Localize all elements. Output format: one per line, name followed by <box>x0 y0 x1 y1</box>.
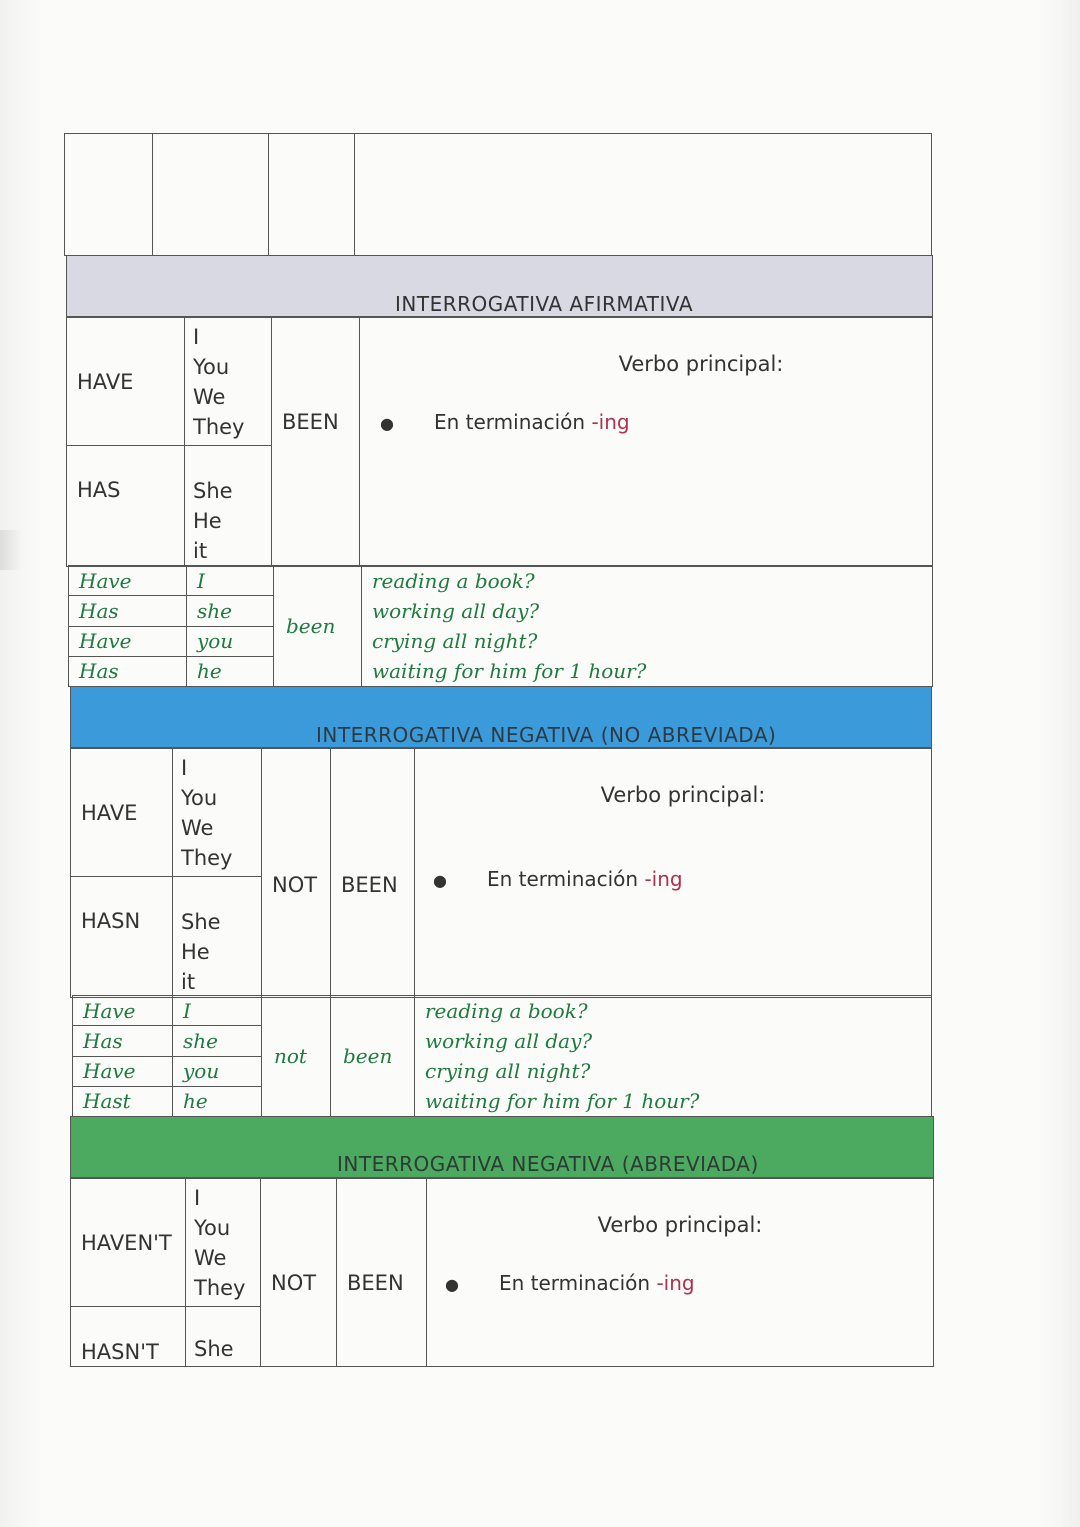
pronoun-list <box>173 749 262 877</box>
pronoun: She <box>181 910 221 934</box>
example-subject: he <box>173 1086 262 1116</box>
example-subject: I <box>187 566 274 596</box>
been-cell <box>331 749 415 998</box>
ending-suffix: -ing <box>656 1271 695 1295</box>
aux-hasnt: HASN'T <box>71 1307 186 1367</box>
example-aux: Has <box>69 596 187 626</box>
aux-havent: HAVEN'T <box>71 1179 186 1307</box>
ending-suffix: -ing <box>644 867 683 891</box>
example-subject: she <box>187 596 274 626</box>
pronoun: it <box>193 539 208 563</box>
verbo-principal-label: Verbo principal: <box>597 1213 763 1237</box>
example-rest: crying all night? <box>372 629 538 653</box>
afirmativa-title: INTERROGATIVA AFIRMATIVA <box>395 292 693 316</box>
not-label: NOT <box>272 873 318 897</box>
pronoun-list <box>185 446 272 567</box>
verbo-principal-label: Verbo principal: <box>618 352 784 376</box>
negativa-no-abreviada-structure-table <box>70 748 932 998</box>
verbo-principal-cell <box>415 749 932 998</box>
pronoun: it <box>181 970 196 994</box>
example-rest: working all day? <box>425 1029 593 1053</box>
verbo-principal-cell <box>427 1179 934 1367</box>
aux-has: HAS <box>67 446 185 567</box>
pronoun: She <box>193 479 233 503</box>
ending-suffix: -ing <box>591 410 630 434</box>
example-rest: working all day? <box>372 599 540 623</box>
example-subject: I <box>173 996 262 1026</box>
been-cell <box>337 1179 427 1367</box>
example-aux: Have <box>73 996 173 1026</box>
been-cell <box>272 318 360 567</box>
negativa-no-abreviada-examples-table <box>72 995 932 1117</box>
pronoun-list <box>186 1179 261 1307</box>
example-aux: Has <box>73 1026 173 1056</box>
negativa-abreviada-header-band <box>70 1116 934 1178</box>
pronoun-list <box>173 877 262 998</box>
pronoun: You <box>193 354 230 379</box>
example-subject: you <box>173 1056 262 1086</box>
pronoun: We <box>181 815 214 840</box>
pronoun: They <box>193 414 245 439</box>
not-cell <box>262 749 331 998</box>
example-rest-cell <box>362 566 933 687</box>
ending-rule <box>415 867 931 891</box>
ending-label: En terminación <box>486 867 639 891</box>
pronoun: He <box>193 509 222 533</box>
ending-rule <box>427 1271 933 1295</box>
example-subject: you <box>187 626 274 656</box>
example-aux: Hast <box>73 1086 173 1116</box>
aux-have: HAVE <box>71 749 173 877</box>
page-edge-shadow <box>0 530 22 570</box>
been-label: BEEN <box>347 1271 404 1295</box>
aux-hasn: HASN <box>71 877 173 998</box>
pronoun-list <box>185 318 272 446</box>
example-been: been <box>331 996 415 1117</box>
empty-cell <box>269 134 355 256</box>
example-aux: Has <box>69 656 187 686</box>
ending-label: En terminación <box>498 1271 651 1295</box>
negativa-abreviada-title: INTERROGATIVA NEGATIVA (ABREVIADA) <box>337 1152 759 1176</box>
bullet-icon: ● <box>445 1275 459 1294</box>
example-rest: crying all night? <box>425 1059 591 1083</box>
negativa-no-abreviada-title: INTERROGATIVA NEGATIVA (NO ABREVIADA) <box>316 723 777 747</box>
been-label: BEEN <box>282 410 339 434</box>
ending-label: En terminación <box>433 410 586 434</box>
pronoun: They <box>194 1275 246 1300</box>
not-cell <box>261 1179 337 1367</box>
pronoun: We <box>194 1245 227 1270</box>
afirmativa-examples-table <box>68 565 933 687</box>
pronoun: They <box>181 845 233 870</box>
pronoun: I <box>193 324 200 349</box>
pronoun: She <box>194 1337 234 1361</box>
pronoun-list <box>186 1307 261 1367</box>
example-aux: Have <box>73 1056 173 1086</box>
been-label: BEEN <box>341 873 398 897</box>
example-aux: Have <box>69 626 187 656</box>
verbo-principal-cell <box>360 318 933 567</box>
example-rest-cell <box>415 996 932 1117</box>
example-subject: he <box>187 656 274 686</box>
pronoun: He <box>181 940 210 964</box>
bullet-icon: ● <box>380 414 394 433</box>
negativa-abreviada-structure-table <box>70 1178 934 1367</box>
empty-cell <box>153 134 269 256</box>
example-rest: waiting for him for 1 hour? <box>425 1089 700 1113</box>
negativa-no-abreviada-header-band <box>70 686 932 748</box>
pronoun: I <box>181 755 188 780</box>
pronoun: I <box>194 1185 201 1210</box>
example-not: not <box>262 996 331 1117</box>
example-been: been <box>274 566 362 687</box>
aux-have: HAVE <box>67 318 185 446</box>
ending-rule <box>360 410 932 434</box>
empty-cell <box>65 134 153 256</box>
verbo-principal-label: Verbo principal: <box>600 783 766 807</box>
pronoun: You <box>181 785 218 810</box>
top-empty-table <box>64 133 932 256</box>
example-subject: she <box>173 1026 262 1056</box>
example-aux: Have <box>69 566 187 596</box>
example-rest: waiting for him for 1 hour? <box>372 659 647 683</box>
pronoun: We <box>193 384 226 409</box>
bullet-icon: ● <box>433 871 447 890</box>
empty-cell <box>355 134 932 256</box>
afirmativa-header-band <box>66 255 933 317</box>
not-label: NOT <box>271 1271 317 1295</box>
afirmativa-structure-table <box>66 317 933 567</box>
example-rest: reading a book? <box>372 569 535 593</box>
example-rest: reading a book? <box>425 999 588 1023</box>
pronoun: You <box>194 1215 231 1240</box>
